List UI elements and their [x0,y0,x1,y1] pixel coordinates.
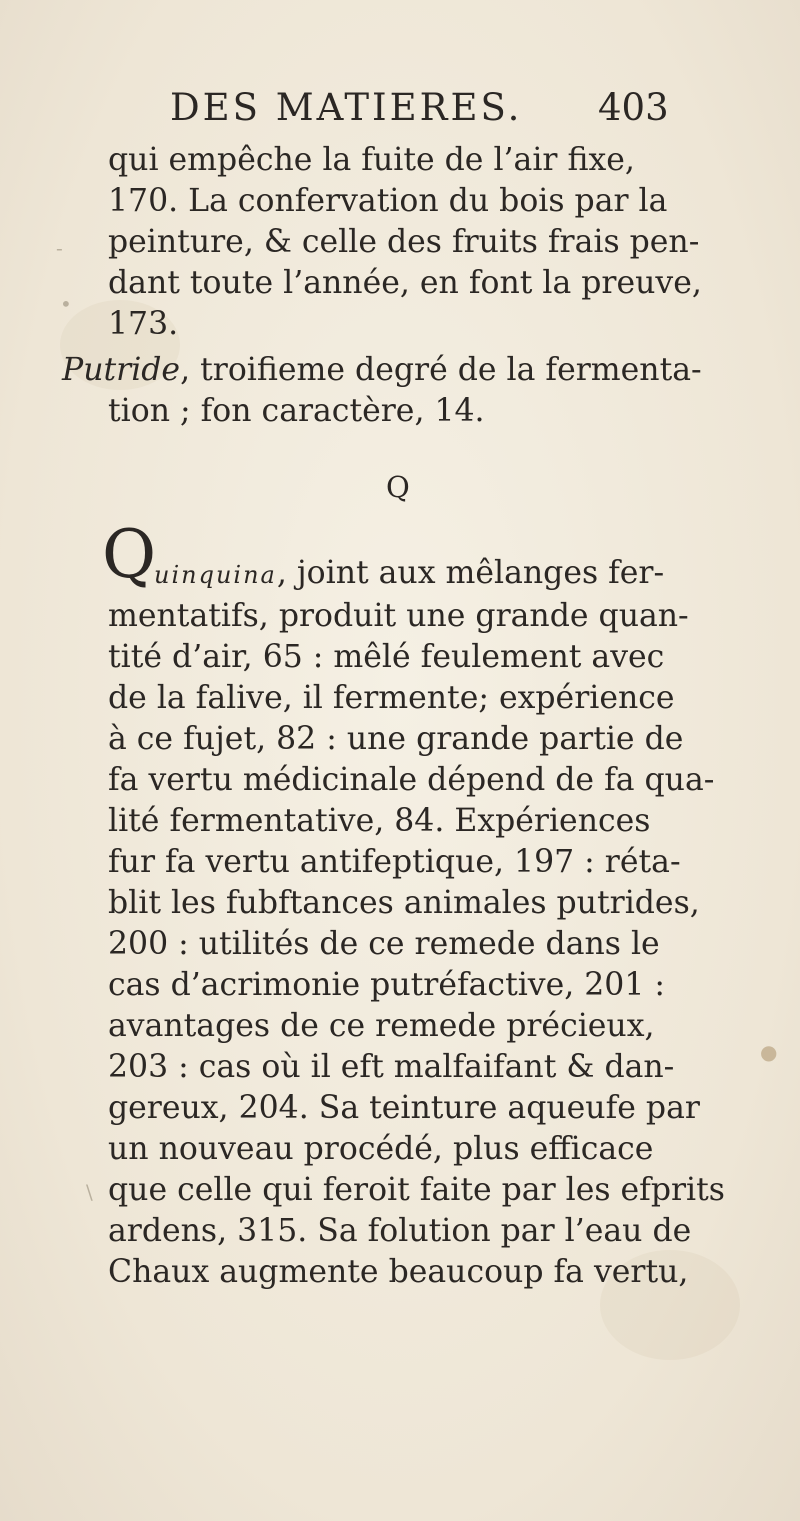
text-line: blit les fubftances animales putrides, [108,885,700,921]
text-line: ardens, 315. Sa folution par l’eau de [108,1213,692,1249]
index-entry-quinquina [154,553,664,595]
text-line: 170. La confervation du bois par la [108,183,668,219]
text-line: tité d’air, 65 : mêlé feulement avec [108,639,665,675]
margin-speck: ● [760,1040,778,1064]
text-line: avantages de ce remede précieux, [108,1008,655,1044]
text-line: de la falive, il fermente; expérience [108,680,675,716]
text-line: 203 : cas où il eft malfaifant & dan- [108,1049,675,1085]
text-line: 173. [108,306,179,342]
running-head [170,86,730,136]
margin-tick: \ [86,1180,93,1204]
margin-dot: • [60,292,72,316]
text-line: Chaux augmente beaucoup fa vertu, [108,1254,689,1290]
text-line: mentatifs, produit une grande quan- [108,598,689,634]
text-line: gereux, 204. Sa teinture aqueufe par [108,1090,700,1126]
text-line: 200 : utilités de ce remede dans le [108,926,660,962]
entry-headword: uinquina [154,561,277,589]
text-line: qui empêche la fuite de l’air fixe, [108,142,635,178]
text-line: à ce fujet, 82 : une grande partie de [108,721,684,757]
text-line: peinture, & celle des fruits frais pen- [108,224,700,260]
text-line: fa vertu médicinale dépend de fa qua- [108,762,715,798]
section-letter: Q [386,470,410,504]
running-head-title: DES MATIERES. [170,86,523,129]
text-line: fur fa vertu antifeptique, 197 : réta- [108,844,681,880]
margin-dash: - [56,236,63,260]
page-number: 403 [598,86,669,129]
text-line: lité fermentative, 84. Expériences [108,803,651,839]
drop-initial: Q [102,516,157,593]
text-line: que celle qui feroit faite par les efprits [108,1172,725,1208]
index-entry-putride [62,350,702,390]
text-line: cas d’acrimonie putréfactive, 201 : [108,967,666,1003]
entry-text: , joint aux mêlanges fer- [276,555,665,591]
text-line: un nouveau procédé, plus efficace [108,1131,654,1167]
entry-text: , troifieme degré de la fermenta- [180,352,702,388]
text-line: tion ; fon caractère, 14. [108,393,485,429]
text-line: dant toute l’année, en font la preuve, [108,265,702,301]
entry-headword: Putride [62,352,181,388]
